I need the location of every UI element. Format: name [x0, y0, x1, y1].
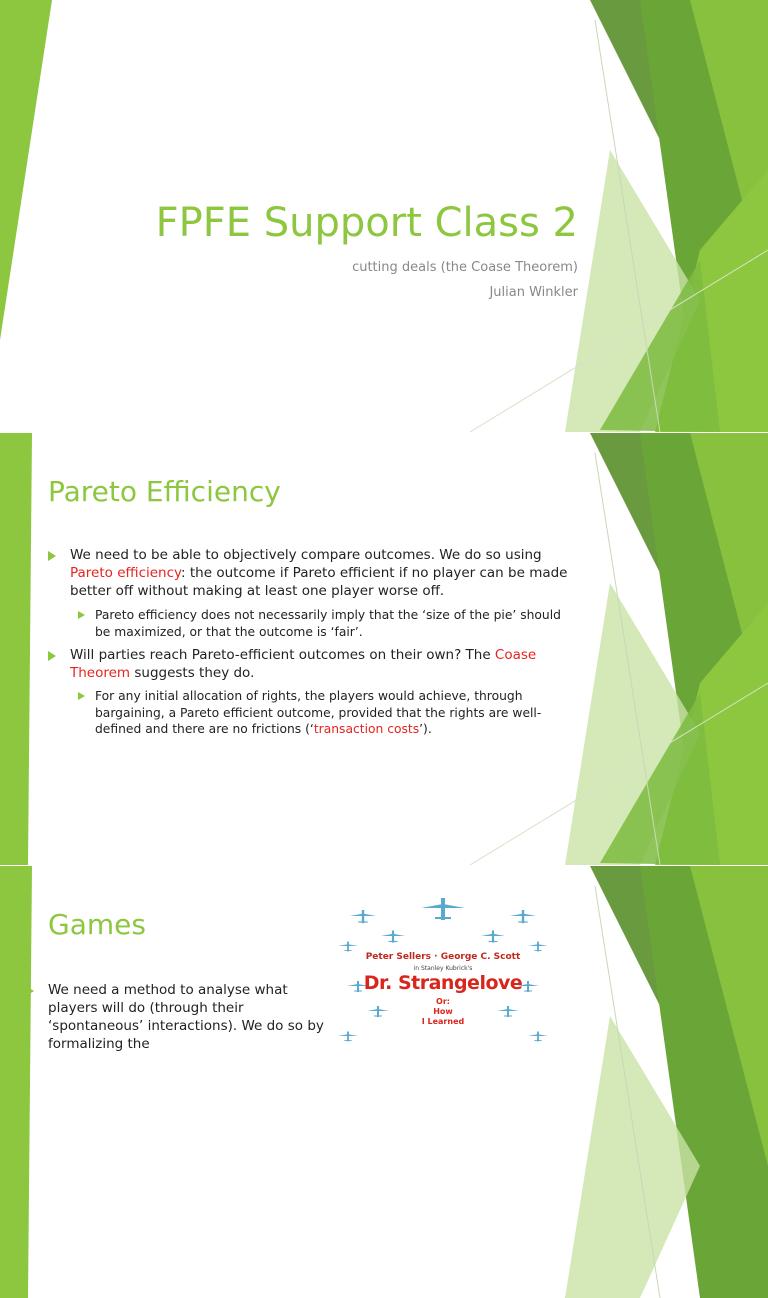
movie-poster-image [333, 896, 553, 1056]
subbullet-pie-size: Pareto efficiency does not necessarily imply that the ‘size of the pie’ should be maximized, or that the outcome is ‘fair’. [95, 607, 565, 640]
term-pareto-efficiency: Pareto efficiency [70, 565, 182, 581]
slide-heading: Pareto Efficiency [48, 475, 281, 508]
bullet-arrow-icon [48, 551, 56, 561]
presentation-subtitle: cutting deals (the Coase Theorem) [352, 260, 578, 275]
subbullet-coase-statement: For any initial allocation of rights, the players would achieve, through bargaining, a Pareto efficient outcome, provided that the rights are well-defined and there are no frictions (‘transaction costs’). [95, 688, 585, 738]
bullet-pareto-definition: We need to be able to objectively compare outcomes. We do so using Pareto efficiency: the outcome if Pareto efficient if no player can be made better off without making at least one player worse off. [70, 546, 580, 600]
poster-subtitle-line-2: How [433, 1007, 453, 1016]
slide-title [0, 0, 768, 432]
slide-heading: Games [48, 908, 146, 941]
poster-credits-small: in Stanley Kubrick's [413, 965, 473, 972]
bullet-arrow-icon [26, 986, 34, 996]
bullet-coase-question: Will parties reach Pareto-efficient outcomes on their own? The Coase Theorem suggests they do. [70, 646, 560, 682]
term-transaction-costs: transaction costs [313, 722, 420, 736]
bullet-arrow-icon [78, 692, 85, 700]
term-coase-theorem: Coase Theorem [70, 647, 537, 681]
bullet-arrow-icon [48, 651, 56, 661]
poster-subtitle-line-3: I Learned [421, 1017, 465, 1026]
slide-games [0, 866, 768, 1298]
poster-subtitle-line-1: Or: [436, 997, 450, 1006]
author-name: Julian Winkler [489, 285, 578, 300]
bullet-arrow-icon [78, 611, 85, 619]
presentation-title: FPFE Support Class 2 [155, 200, 578, 246]
poster-credits: Peter Sellers · George C. Scott [365, 952, 521, 962]
slide-pareto-efficiency [0, 433, 768, 865]
poster-movie-title: Dr. Strangelove [363, 972, 523, 994]
bullet-games-method: We need a method to analyse what players will do (through their ‘spontaneous’ interactions). We do so by formalizing the [48, 981, 328, 1053]
